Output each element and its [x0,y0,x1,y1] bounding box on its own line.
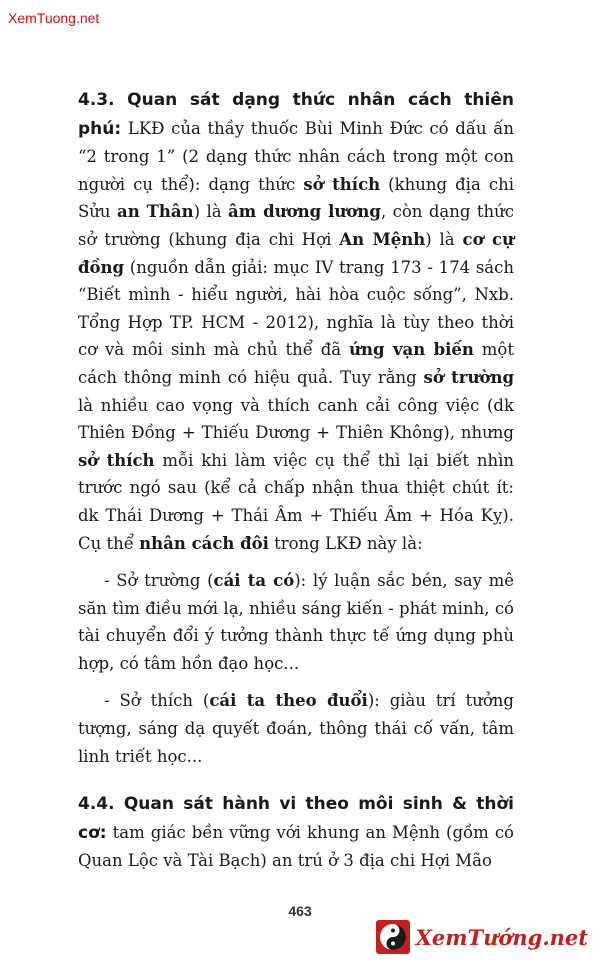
page-number: 463 [288,903,312,919]
section-4-3-heading: 4.3. Quan sát dạng thức nhân cách thiên phú: [78,90,514,139]
text-run: (nguồn dẫn giải: mục IV trang 173 - 174 sách “Biết mình - hiểu người, hài hòa cuộc sống”, Nxb. Tổng Hợp TP. HCM - 2012), nghĩa là tùy theo thời cơ và môi sinh mà chủ thể đã [78,257,514,360]
section-4-4-paragraph [78,790,514,875]
text-run: một cách thông minh có hiệu quả. Tuy rằng [78,340,514,387]
text-run: - Sở trường ( [104,571,214,591]
text-run: , còn dạng thức sở trường (khung địa chi Hợi [78,202,515,249]
bold-term: sở thích [303,174,381,194]
text-run: tam giác bền vững với khung an Mệnh (gồm có Quan Lộc và Tài Bạch) an trú ở 3 địa chi Hợi Mão [78,822,514,871]
text-run: ) là [425,229,463,249]
bold-term: sở trường [423,367,514,387]
text-run: ) là [193,202,229,222]
section-4-3-paragraph [78,86,514,557]
site-logo-bottom [376,920,588,954]
page-body [78,86,514,875]
text-run: - Sở thích ( [104,691,210,711]
list-item-so-truong [78,567,514,677]
bold-term: âm dương lương [228,202,381,222]
bold-term: sở thích [78,450,155,470]
text-run: ): giàu trí tưởng tượng, sáng dạ quyết đoán, thông thái cố vấn, tâm linh triết học... [78,691,514,766]
bold-term: cái ta theo đuổi [209,691,368,711]
bold-term: an Thân [117,202,194,222]
text-run: mỗi khi làm việc cụ thể thì lại biết nhìn trước ngó sau (kể cả chấp nhận thua thiệt chút ít: dk Thái Dương + Thái Âm + Thiếu Âm + Hóa Kỵ). Cụ thể [78,450,514,553]
list-item-so-thich [78,687,514,770]
bold-term: nhân cách đôi [139,533,269,553]
bold-term: cái ta có [213,571,295,591]
yin-yang-icon [376,920,410,954]
text-run: LKĐ của thầy thuốc Bùi Minh Đức có dấu ấn “2 trong 1” (2 dạng thức nhân cách trong một con người cụ thể): dạng thức [78,118,514,194]
bold-term: ứng vạn biến [349,340,474,360]
text-run: ): lý luận sắc bén, say mê săn tìm điều mới lạ, nhiều sáng kiến - phát minh, có tài chuyển đổi ý tưởng thành thực tế ứng dụng phù hợp, có tâm hồn đạo học... [78,571,515,673]
bold-term: An Mệnh [339,229,426,249]
text-run: là nhiều cao vọng và thích canh cải công việc (dk Thiên Đồng + Thiếu Dương + Thiên Không), nhưng [78,395,514,443]
site-watermark-top: XemTuong.net [8,10,100,26]
bold-term: cơ cự đồng [78,229,515,277]
section-4-4-heading: 4.4. Quan sát hành vi theo môi sinh & thời cơ: [78,794,514,843]
text-run: (khung địa chi Sửu [78,174,515,222]
site-logo-text: XemTướng.net [415,924,588,950]
text-run: trong LKĐ này là: [268,533,423,553]
